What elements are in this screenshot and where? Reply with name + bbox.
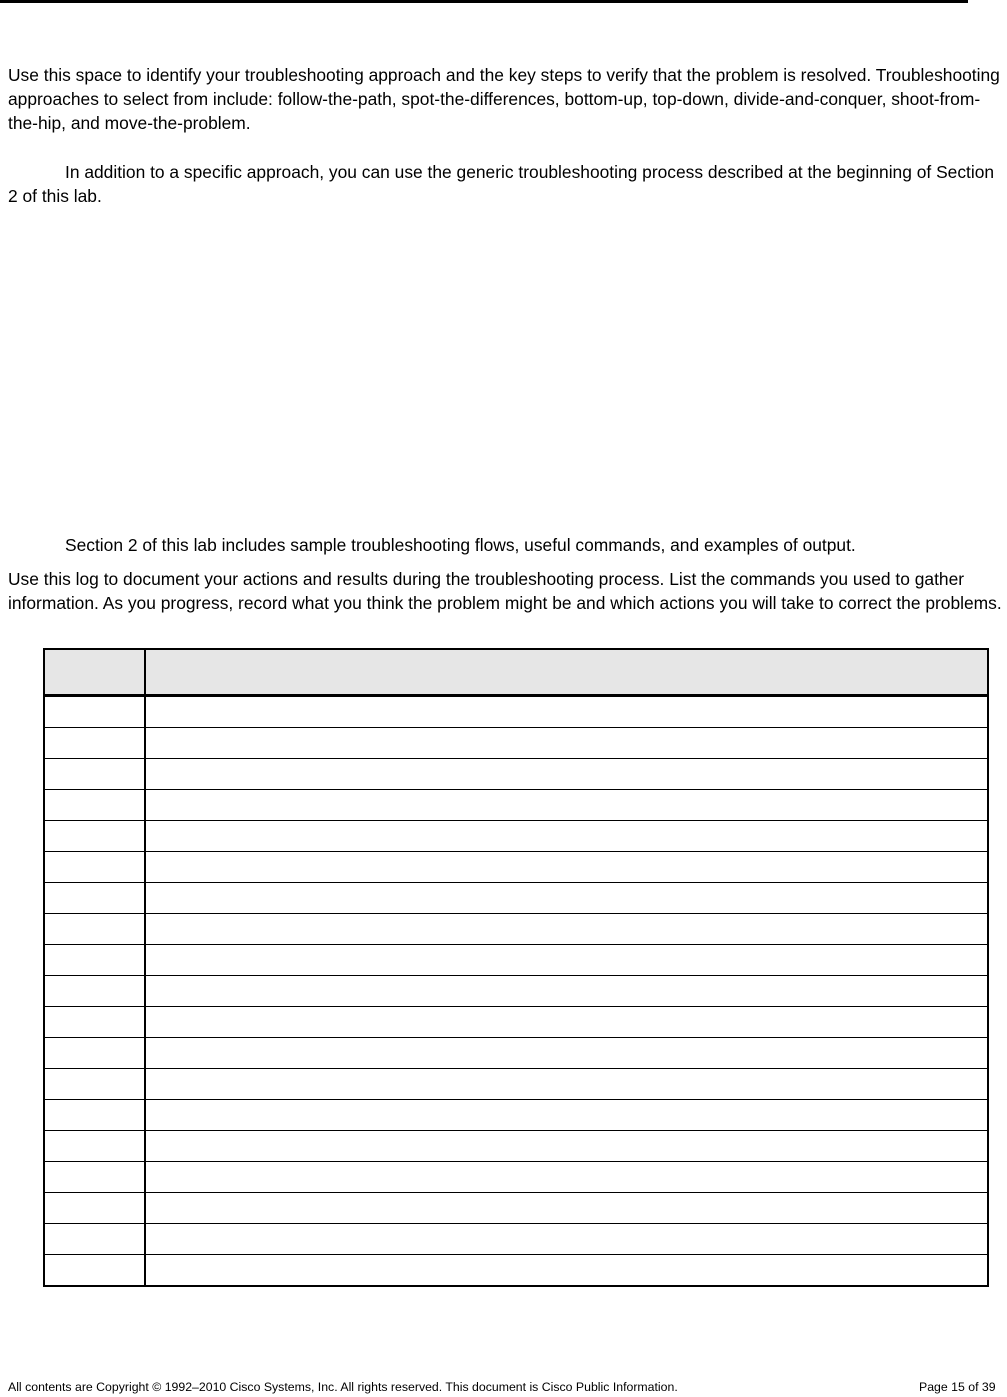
action-result-cell[interactable] (145, 883, 988, 914)
table-row (44, 883, 988, 914)
step-cell[interactable] (44, 852, 145, 883)
table-header-action (145, 649, 988, 696)
step-cell[interactable] (44, 914, 145, 945)
table-row (44, 976, 988, 1007)
step-cell[interactable] (44, 1069, 145, 1100)
action-result-cell[interactable] (145, 1007, 988, 1038)
troubleshooting-log-table (43, 648, 989, 1287)
step-cell[interactable] (44, 1224, 145, 1255)
table-row (44, 821, 988, 852)
action-result-cell[interactable] (145, 821, 988, 852)
step-cell[interactable] (44, 976, 145, 1007)
step-cell[interactable] (44, 1100, 145, 1131)
action-result-cell[interactable] (145, 1100, 988, 1131)
action-result-cell[interactable] (145, 976, 988, 1007)
action-result-cell[interactable] (145, 914, 988, 945)
table-row (44, 696, 988, 728)
action-result-cell[interactable] (145, 728, 988, 759)
table-header-step (44, 649, 145, 696)
step-cell[interactable] (44, 1193, 145, 1224)
table-row (44, 852, 988, 883)
table-row (44, 1069, 988, 1100)
table-row (44, 1038, 988, 1069)
action-result-cell[interactable] (145, 1255, 988, 1287)
log-instructions-paragraph: Use this log to document your actions and results during the troubleshooting process. List the commands you used to gather information. As you progress, record what you think the problem might be and which actions you will take to correct the problems. (8, 569, 1002, 613)
table-row (44, 759, 988, 790)
action-result-cell[interactable] (145, 945, 988, 976)
action-result-cell[interactable] (145, 1162, 988, 1193)
section-2-reference-paragraph: Section 2 of this lab includes sample troubleshooting flows, useful commands, and examples of output. (65, 535, 856, 555)
step-cell[interactable] (44, 1131, 145, 1162)
step-cell[interactable] (44, 883, 145, 914)
action-result-cell[interactable] (145, 696, 988, 728)
action-result-cell[interactable] (145, 1131, 988, 1162)
step-cell[interactable] (44, 759, 145, 790)
step-cell[interactable] (44, 728, 145, 759)
action-result-cell[interactable] (145, 1193, 988, 1224)
step-cell[interactable] (44, 821, 145, 852)
generic-process-paragraph: In addition to a specific approach, you can use the generic troubleshooting process described at the beginning of Section 2 of this lab. (8, 162, 995, 206)
table-row (44, 1255, 988, 1287)
table-body (44, 696, 988, 1287)
table-row (44, 1100, 988, 1131)
step-cell[interactable] (44, 945, 145, 976)
table-row (44, 1007, 988, 1038)
approach-instructions-paragraph: Use this space to identify your troubleshooting approach and the key steps to verify that the problem is resolved. Troubleshooting approaches to select from include: follow-the-path, spot-the-differences, bottom-up, top-down, divide-and-conquer, shoot-from-the-hip, and move-the-problem. (8, 65, 1000, 133)
table-row (44, 945, 988, 976)
action-result-cell[interactable] (145, 759, 988, 790)
step-cell[interactable] (44, 1162, 145, 1193)
step-cell[interactable] (44, 1007, 145, 1038)
copyright-footer: All contents are Copyright © 1992–2010 Cisco Systems, Inc. All rights reserved. This document is Cisco Public Information. (8, 1380, 678, 1394)
page-number: Page 15 of 39 (919, 1380, 996, 1394)
step-cell[interactable] (44, 1255, 145, 1287)
action-result-cell[interactable] (145, 852, 988, 883)
table-row (44, 728, 988, 759)
table-header-row (44, 649, 988, 696)
table-row (44, 1162, 988, 1193)
table-row (44, 1193, 988, 1224)
action-result-cell[interactable] (145, 1038, 988, 1069)
table-row (44, 790, 988, 821)
action-result-cell[interactable] (145, 790, 988, 821)
table-row (44, 914, 988, 945)
step-cell[interactable] (44, 1038, 145, 1069)
action-result-cell[interactable] (145, 1224, 988, 1255)
table-row (44, 1131, 988, 1162)
table-row (44, 1224, 988, 1255)
step-cell[interactable] (44, 696, 145, 728)
action-result-cell[interactable] (145, 1069, 988, 1100)
step-cell[interactable] (44, 790, 145, 821)
top-rule (0, 0, 968, 3)
